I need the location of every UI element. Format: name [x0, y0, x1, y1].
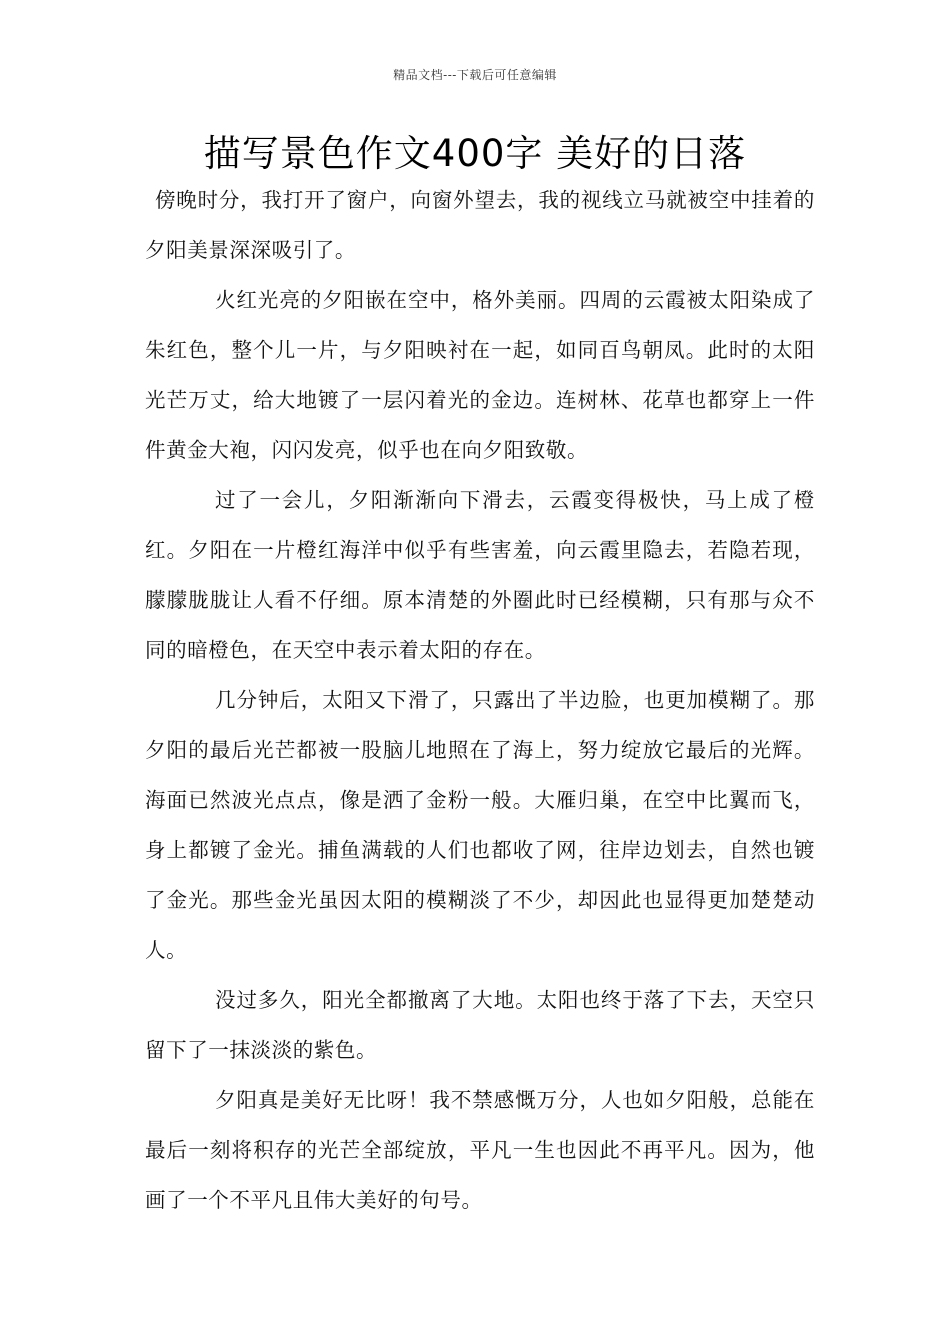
document-body: [145, 175, 815, 1225]
paragraph-6: 夕阳真是美好无比呀！我不禁感慨万分，人也如夕阳般，总能在最后一刻将积存的光芒全部绽放，平凡一生也因此不再平凡。因为，他画了一个不平凡且伟大美好的句号。: [145, 1088, 815, 1212]
paragraph-4: 几分钟后，太阳又下滑了，只露出了半边脸，也更加模糊了。那夕阳的最后光芒都被一股脑儿地照在了海上，努力绽放它最后的光辉。海面已然波光点点，像是洒了金粉一般。大雁归巢，在空中比翼而飞，身上都镀了金光。捕鱼满载的人们也都收了网，往岸边划去，自然也镀了金光。那些金光虽因太阳的模糊淡了不少，却因此也显得更加楚楚动人。: [145, 688, 815, 962]
paragraph-1: 傍晚时分，我打开了窗户，向窗外望去，我的视线立马就被空中挂着的夕阳美景深深吸引了。: [145, 188, 815, 262]
paragraph-5: 没过多久，阳光全都撤离了大地。太阳也终于落了下去，天空只留下了一抹淡淡的紫色。: [145, 988, 815, 1062]
document-title: 描写景色作文400字 美好的日落: [203, 132, 747, 175]
header-note: 精品文档---下载后可任意编辑: [393, 68, 557, 82]
paragraph-2: 火红光亮的夕阳嵌在空中，格外美丽。四周的云霞被太阳染成了朱红色，整个儿一片，与夕阳映衬在一起，如同百鸟朝凤。此时的太阳光芒万丈，给大地镀了一层闪着光的金边。连树林、花草也都穿上一件件黄金大袍，闪闪发亮，似乎也在向夕阳致敬。: [145, 288, 815, 462]
paragraph-3: 过了一会儿，夕阳渐渐向下滑去，云霞变得极快，马上成了橙红。夕阳在一片橙红海洋中似乎有些害羞，向云霞里隐去，若隐若现，朦朦胧胧让人看不仔细。原本清楚的外圈此时已经模糊，只有那与众不同的暗橙色，在天空中表示着太阳的存在。: [145, 488, 815, 662]
